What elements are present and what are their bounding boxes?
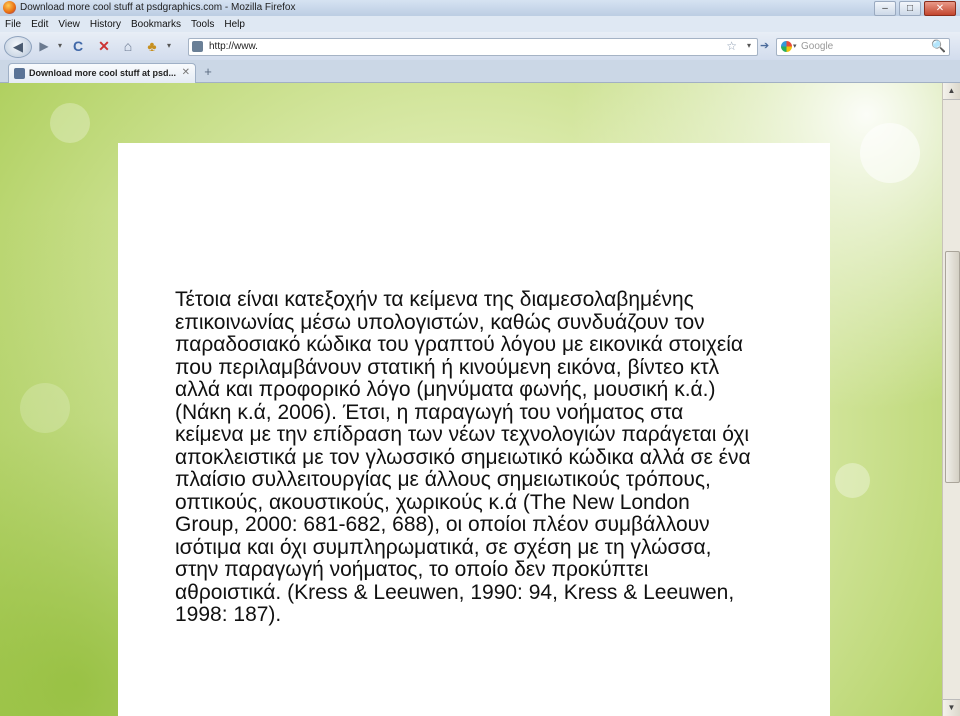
home-button[interactable]: ⌂ [123,38,133,54]
menu-history[interactable]: History [89,18,121,30]
addon-dropdown-icon[interactable]: ▾ [166,41,171,50]
title-bar [0,0,960,16]
menu-help[interactable]: Help [224,18,245,30]
background-bokeh [835,463,870,498]
menu-file[interactable]: File [5,18,22,30]
stop-button[interactable]: ✕ [98,38,110,54]
reload-button[interactable]: C [72,38,84,54]
navigation-toolbar [0,32,960,60]
scroll-down-arrow-icon[interactable]: ▼ [943,699,960,716]
menu-tools[interactable]: Tools [191,18,215,30]
addon-icon[interactable]: ♣ [147,38,157,54]
firefox-logo-icon [3,1,16,14]
tab-close-icon[interactable]: ✕ [181,67,190,78]
page-viewport [0,83,942,716]
menu-view[interactable]: View [58,18,80,30]
forward-button[interactable]: ▶ [39,39,49,53]
window-controls [874,1,956,16]
history-dropdown-icon[interactable]: ▾ [57,41,62,50]
url-input[interactable]: http://www. [209,41,258,52]
search-engine-dropdown-icon[interactable]: ▾ [793,43,797,50]
go-arrow-icon[interactable]: ➔ [760,40,770,52]
back-button[interactable]: ◀ [4,36,32,58]
menu-bookmarks[interactable]: Bookmarks [130,18,181,30]
search-magnifier-icon[interactable]: 🔍 [931,39,946,53]
scrollbar-thumb[interactable] [945,251,960,483]
bookmark-star-icon[interactable]: ☆ [726,39,737,53]
background-bokeh [20,383,70,433]
new-tab-button[interactable]: + [204,64,212,79]
close-window-button[interactable]: ✕ [924,1,956,16]
tab-active[interactable] [8,63,196,83]
tab-label: Download more cool stuff at psd... [29,68,177,78]
window-title: Download more cool stuff at psdgraphics.com - Mozilla Firefox [20,2,296,13]
minimize-button[interactable]: – [874,1,896,16]
url-dropdown-icon[interactable]: ▾ [746,41,751,50]
tab-bar [0,60,960,83]
search-bar[interactable] [776,38,950,56]
vertical-scrollbar[interactable] [942,83,960,716]
menu-bar [0,16,960,32]
search-input[interactable]: Google [801,41,834,52]
slide-content-panel [118,143,830,716]
tab-favicon-icon [14,68,25,79]
scroll-up-arrow-icon[interactable]: ▲ [943,83,960,100]
menu-edit[interactable]: Edit [31,18,49,30]
google-engine-icon[interactable] [781,41,792,52]
maximize-button[interactable]: □ [899,1,921,16]
site-favicon-icon [192,41,203,52]
url-bar[interactable] [188,38,758,56]
slide-paragraph: Τέτοια είναι κατεξοχήν τα κείμενα της διαμεσολαβημένης επικοινωνίας μέσω υπολογιστών, καθώς συνδυάζουν τον παραδοσιακό κώδικα του γραπτού λόγου με εικονικά στοιχεία που περιλαμβάνουν στατική ή κινούμενη εικόνα, βίντεο κτλ αλλά και προφορικό λόγο (μηνύματα φωνής, μουσική κ.ά.) (Νάκη κ.ά, 2006). Έτσι, η παραγωγή του νοήματος στα κείμενα με την επίδραση των νέων τεχνολογιών παράγεται όχι αποκλειστικά με τον γλωσσικό σημειωτικό κώδικα αλλά σε ένα πλαίσιο συλλειτουργίας με άλλους σημειωτικούς τρόπους, οπτικούς, ακουστικούς, χωρικούς κ.ά (The New London Group, 2000: 681-682, 688), οι οποίοι πλέον συμβάλλουν ισότιμα και όχι συμπληρωματικά, σε σχέση με τη γλώσσα, στην παραγωγή νοήματος, το οποίο δεν προκύπτει αθροιστικά. (Kress & Leeuwen, 1990: 94, Kress & Leeuwen, 1998: 187). [175,288,751,626]
background-bokeh [860,123,920,183]
background-bokeh [50,103,90,143]
